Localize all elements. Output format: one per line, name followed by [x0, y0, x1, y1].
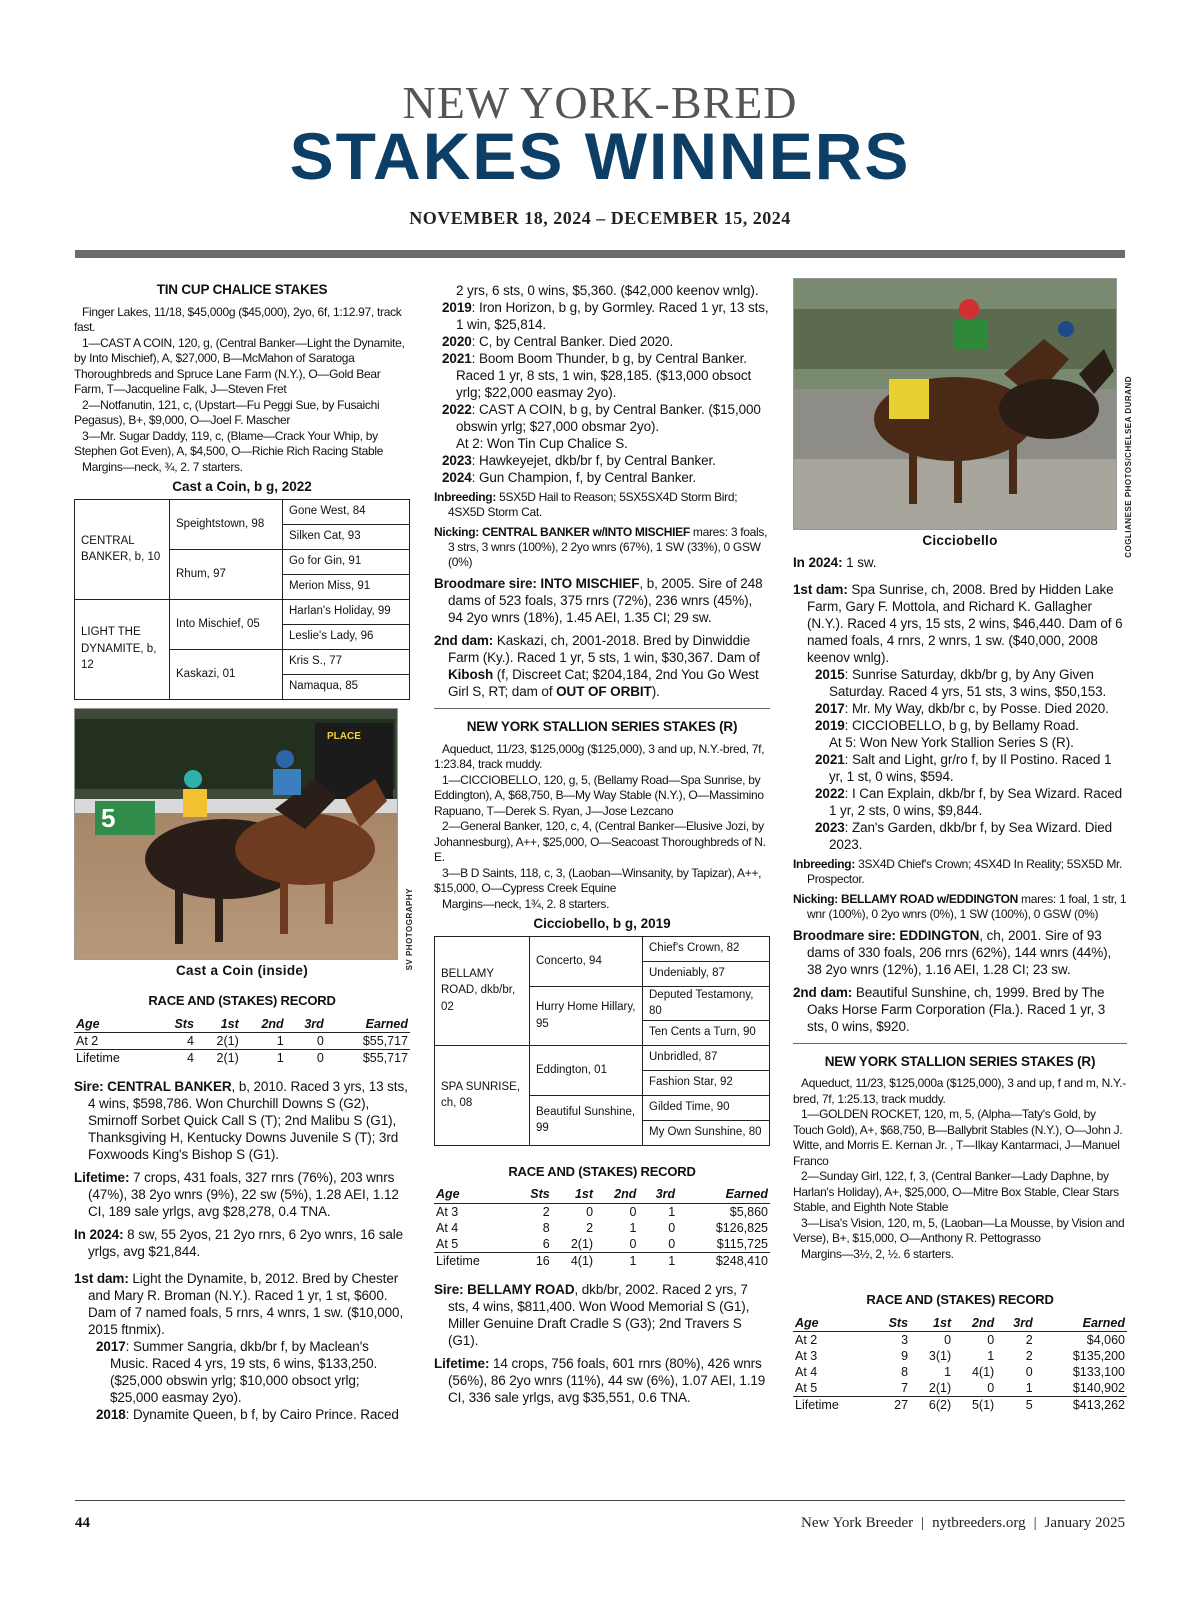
inbreeding-paragraph: [793, 857, 1127, 887]
record-cell: 0: [629, 1204, 637, 1219]
pedigree-gen3: Gone West, 84: [283, 499, 410, 524]
second-dam-kibosh: Kibosh: [448, 667, 494, 682]
foal-year: 2018: [96, 1407, 126, 1422]
foal-text: : Gun Champion, f, by Central Banker.: [471, 470, 697, 485]
foal-entry: [434, 452, 770, 469]
sire-label: Sire: CENTRAL BANKER: [74, 1079, 232, 1094]
record-cell: At 2: [795, 1333, 818, 1347]
record-cell: 1: [241, 1050, 286, 1067]
race-first-place: 1—CICCIOBELLO, 120, g, 5, (Bellamy Road—Spa Sunrise, by Eddington), A, $68,750, B—My Way Stable (N.Y.), O—Massimino Rapuano, T—Derek S. Ryan, J—Jose Lezcano: [434, 772, 764, 818]
record-cell: 6: [542, 1236, 550, 1251]
record-cell: 2(1): [196, 1050, 241, 1067]
foal-year: 2019: [815, 717, 845, 733]
foal-year: 2019: [442, 300, 472, 315]
record-col-header: Sts: [513, 1186, 552, 1203]
race-photo-image: [75, 709, 397, 959]
record-cell: $55,717: [362, 1034, 408, 1048]
photo-credit: SV PHOTOGRAPHY: [405, 887, 414, 970]
record-cell: 0: [586, 1204, 594, 1219]
sire-text: , dkb/br, 2002. Raced 2 yrs, 7 sts, 4 wins, $811,400. Won Wood Memorial S (G1), Miller Genuine Draft Cradle S (G3); 2nd Travers S (G1).: [448, 1281, 750, 1348]
foal-text: : Sunrise Saturday, dkb/br g, by Any Given Saturday. Raced 4 yrs, 51 sts, 3 wins, $50,153.: [829, 666, 1107, 699]
at-2-note: At 2: Won Tin Cup Chalice S.: [456, 436, 628, 451]
tote-board-label: PLACE: [327, 730, 361, 742]
record-cell: 3: [901, 1333, 909, 1347]
in-2024-label: In 2024:: [74, 1227, 124, 1242]
record-cell: 0: [668, 1236, 676, 1251]
record-cell: 0: [316, 1034, 324, 1048]
record-cell: 2: [586, 1220, 594, 1235]
record-cell: 9: [901, 1349, 909, 1363]
record-col-header: 3rd: [638, 1186, 677, 1203]
broodmare-sire-text: , ch, 2001. Sire of 93 dams of 330 foals, 206 rnrs (62%), 144 wnrs (44%), 38 2yo wnrs (12%), 1.16 AEI, 1.28 CI; 23 sw.: [807, 927, 1112, 977]
race-first-place: 1—GOLDEN ROCKET, 120, m, 5, (Alpha—Taty's Gold, by Touch Gold), A+, $68,750, B—Ballybrit Stables (N.Y.), O—John J. Witte, and Morris E. Kernan Jr. , T—Ilkay Kantarmaci, J—Manuel Franco: [793, 1107, 1123, 1168]
lifetime-label: Lifetime:: [74, 1170, 130, 1185]
inbreeding-paragraph: [434, 490, 770, 520]
first-dam-paragraph: [74, 1270, 410, 1338]
foal-year: 2015: [815, 666, 845, 682]
sire-paragraph: [74, 1078, 410, 1163]
record-col-header: Sts: [156, 1016, 196, 1033]
pedigree-gen3: Kris S., 77: [283, 649, 410, 674]
race-margins: Margins—neck, ¾, 2. 7 starters.: [82, 459, 243, 474]
sire-paragraph: [434, 1281, 770, 1349]
foal-entry: [434, 299, 770, 333]
race-second-place: 2—General Banker, 120, c, 4, (Central Banker—Elusive Jozi, by Johannesburg), A++, $25,000, O—Seacoast Thoroughbreds of N. E.: [434, 819, 766, 864]
section-divider: [434, 708, 770, 709]
second-dam-label: 2nd dam:: [434, 633, 494, 648]
header-divider: [75, 250, 1125, 258]
second-dam-paragraph: [434, 632, 770, 700]
record-cell: 4(1): [971, 1365, 995, 1379]
record-cell: 2(1): [216, 1034, 239, 1048]
record-cell: 0: [668, 1220, 676, 1235]
foal-year: 2017: [96, 1339, 126, 1354]
foal-entry: [74, 1406, 410, 1423]
record-cell: 1: [944, 1365, 952, 1379]
broodmare-sire-paragraph: [434, 575, 770, 626]
pedigree-sire-sire: Concerto, 94: [530, 936, 643, 986]
pedigree-gen3: Silken Cat, 93: [283, 524, 410, 549]
record-col-header: Age: [793, 1315, 872, 1332]
record-col-header: Age: [434, 1186, 513, 1203]
foal-text: : I Can Explain, dkb/br f, by Sea Wizard. Raced 1 yr, 2 sts, 0 wins, $9,844.: [829, 785, 1123, 818]
race-summary: [434, 742, 770, 913]
pedigree-sire: CENTRAL BANKER, b, 10: [75, 499, 170, 599]
table-row: [434, 1236, 770, 1253]
inbreeding-text: 3SX4D Chief's Crown; 4SX4D In Reality; 5SX5D Mr. Prospector.: [807, 856, 1123, 886]
record-cell: 2: [1025, 1349, 1033, 1363]
race-second-place: 2—Sunday Girl, 122, f, 3, (Central Banker—Lady Daphne, by Harlan's Holiday), A+, $25,000, O—Mitre Box Stable, Clear Stars Stable, and Eighth Note Stable: [793, 1169, 1119, 1214]
pedigree-dam-dam: Kaskazi, 01: [170, 649, 283, 699]
pedigree-dam-dam: Beautiful Sunshine, 99: [530, 1095, 643, 1145]
foal-entry: [793, 717, 1127, 734]
nicking-text: mares: 1 foal, 1 str, 1 wnr (100%), 0 2yo wnrs (0%), 1 SW (100%), 0 GSW (0%): [807, 891, 1127, 921]
pedigree-table: [434, 936, 770, 1146]
pedigree-gen3: Undeniably, 87: [643, 961, 770, 986]
table-row: [74, 1033, 410, 1050]
foal-text: : CAST A COIN, b g, by Central Banker. ($15,000 obswin yrlg; $27,000 obsmar 2yo).: [456, 402, 761, 434]
record-cell: 7: [901, 1381, 909, 1395]
lifetime-text: 7 crops, 431 foals, 327 rnrs (76%), 203 wnrs (47%), 38 2yo wnrs (9%), 22 sw (5%), 1.28 AEI, 1.12 CI, 189 sale yrlgs, avg $28,278, 0.4 TNA.: [88, 1170, 399, 1219]
record-col-header: 3rd: [286, 1016, 326, 1033]
record-cell: At 4: [436, 1220, 459, 1235]
pedigree-dam-sire: Into Mischief, 05: [170, 599, 283, 649]
race-second-place: 2—Notfanutin, 121, c, (Upstart—Fu Peggi Sue, by Fusaichi Pegasus), B+, $9,000, O—Joel F. Mascher: [74, 397, 380, 427]
foal-year: 2022: [442, 402, 472, 417]
in-2024-label: In 2024:: [793, 554, 843, 570]
record-cell: $5,860: [729, 1204, 768, 1219]
table-row: [434, 1203, 770, 1220]
photo-caption: Cicciobello: [922, 533, 998, 548]
nicking-label: Nicking: BELLAMY ROAD w/EDDINGTON: [793, 891, 1019, 906]
pedigree-title: Cicciobello, b g, 2019: [533, 916, 671, 931]
broodmare-sire-text: , b, 2005. Sire of 248 dams of 523 foals, 375 rnrs (72%), 236 wnrs (45%), 94 2yo wnrs (18%), 1.45 AEI, 1.35 CI; 29 sw.: [448, 576, 763, 625]
sire-text: , b, 2010. Raced 3 yrs, 13 sts, 4 wins, $598,786. Won Churchill Downs S (G2), Smirnoff Sorbet Quick Call S (T); 2nd Malibu S (G1), Thanksgiving H, Kentucky Downs Juvenile S (T); 3rd Foxwoods King's Bishop S (G1).: [88, 1079, 408, 1162]
broodmare-sire-paragraph: [793, 927, 1127, 978]
record-col-header: Earned: [1035, 1315, 1127, 1332]
foal-entry: [434, 469, 770, 486]
second-dam-label: 2nd dam:: [793, 984, 853, 1000]
record-cell: 0: [629, 1236, 637, 1251]
record-cell: At 5: [436, 1236, 459, 1251]
table-row: [793, 1397, 1127, 1414]
foal-year: 2023: [815, 819, 845, 835]
foal-text: : Iron Horizon, b g, by Gormley. Raced 1 yr, 13 sts, 1 win, $25,814.: [456, 300, 769, 332]
record-heading: RACE AND (STAKES) RECORD: [148, 993, 336, 1008]
record-cell: 1: [595, 1252, 638, 1269]
record-cell: 0: [987, 1381, 995, 1395]
lifetime-text: 14 crops, 756 foals, 601 rnrs (80%), 426 wnrs (56%), 86 2yo wnrs (11%), 44 sw (6%), 1.07 AEI, 1.19 CI, 336 sale yrlgs, avg $35,551, 0.6 TNA.: [448, 1355, 766, 1405]
section-heading-nyss-1: NEW YORK STALLION SERIES STAKES (R): [466, 719, 738, 734]
in-2024-text: 1 sw.: [842, 554, 877, 570]
pedigree-dam: SPA SUNRISE, ch, 08: [435, 1045, 530, 1145]
record-cell: 5(1): [953, 1397, 996, 1414]
pedigree-table: [74, 499, 410, 700]
foal-year: 2020: [442, 334, 472, 349]
race-summary: [74, 305, 410, 476]
first-dam-label: 1st dam:: [793, 581, 848, 597]
record-cell: Lifetime: [793, 1397, 872, 1414]
pedigree-gen3: Deputed Testamony, 80: [643, 986, 770, 1020]
pedigree-sire-sire: Speightstown, 98: [170, 499, 283, 549]
record-cell: 1: [629, 1220, 637, 1235]
broodmare-sire-label: Broodmare sire: EDDINGTON: [793, 927, 980, 943]
race-conditions: Finger Lakes, 11/18, $45,000g ($45,000), 2yo, 6f, 1:12.97, track fast.: [74, 304, 402, 334]
record-cell: $126,825: [715, 1220, 768, 1235]
broodmare-sire-label: Broodmare sire: INTO MISCHIEF: [434, 576, 640, 591]
second-dam-text-2: (f, Discreet Cat; $204,184, 2nd You Go West Girl S, RT; dam of: [448, 667, 759, 699]
lifetime-paragraph: [434, 1355, 770, 1406]
column-1: [74, 282, 414, 1423]
inbreeding-text: 5SX5D Hail to Reason; 5SX5SX4D Storm Bird; 4SX5D Storm Cat.: [448, 490, 738, 519]
race-photo-cicciobello: [793, 278, 1117, 530]
foal-text: : CICCIOBELLO, b g, by Bellamy Road.: [844, 717, 1079, 733]
record-cell: 1: [668, 1204, 676, 1219]
record-cell: $248,410: [677, 1252, 770, 1269]
record-cell: $133,100: [1072, 1365, 1125, 1379]
in-2024-paragraph: [74, 1226, 410, 1260]
foal-entry: [793, 819, 1127, 853]
pedigree-gen3: Unbridled, 87: [643, 1045, 770, 1070]
record-cell: Lifetime: [74, 1050, 156, 1067]
record-cell: 16: [513, 1252, 552, 1269]
footer-publication: New York Breeder | nytbreeders.org | January 2025: [801, 1515, 1125, 1531]
pedigree-title: Cast a Coin, b g, 2022: [172, 479, 312, 494]
second-dam-text: Beautiful Sunshine, ch, 1999. Bred by The Oaks Horse Farm Corporation (Fla.). Raced 1 yr, 3 sts, 0 wins, $920.: [807, 984, 1106, 1034]
foal-text: : Boom Boom Thunder, b g, by Central Banker. Raced 1 yr, 8 sts, 1 win, $28,185. ($13,000 obsoct yrlg; $22,000 easmay 2yo).: [456, 351, 752, 400]
foal-text: : Salt and Light, gr/ro f, by Il Postino. Raced 1 yr, 1 st, 0 wins, $594.: [829, 751, 1112, 784]
pedigree-gen3: Merion Miss, 91: [283, 574, 410, 599]
section-heading-tin-cup: TIN CUP CHALICE STAKES: [156, 282, 328, 297]
header-title: STAKES WINNERS: [289, 119, 911, 193]
first-dam-paragraph: [793, 581, 1127, 666]
record-cell: At 3: [795, 1349, 818, 1363]
record-col-header: Earned: [677, 1186, 770, 1203]
foal-entry: [793, 785, 1127, 819]
column-3: [793, 278, 1133, 1413]
lifetime-paragraph: [74, 1169, 410, 1220]
record-cell: 6(2): [910, 1397, 953, 1414]
record-col-header: 2nd: [241, 1016, 286, 1033]
record-cell: 0: [286, 1050, 326, 1067]
section-divider: [793, 1043, 1127, 1044]
footer-divider: [75, 1500, 1125, 1501]
second-dam-paragraph: [793, 984, 1127, 1035]
table-row: [793, 1380, 1127, 1397]
record-cell: 2(1): [928, 1381, 952, 1395]
record-col-header: Sts: [872, 1315, 911, 1332]
column-2: [434, 282, 770, 1412]
foal-year: 2021: [442, 351, 472, 366]
race-third-place: 3—B D Saints, 118, c, 3, (Laoban—Winsanity, by Tapizar), A++, $15,000, O—Cypress Creek Equine: [434, 865, 762, 895]
record-col-header: 1st: [196, 1016, 241, 1033]
in-2024-paragraph: [793, 554, 1127, 571]
record-cell: $135,200: [1072, 1349, 1125, 1363]
nicking-paragraph: [434, 525, 770, 570]
race-record-table: [434, 1186, 770, 1269]
pedigree-gen3: Chief's Crown, 82: [643, 936, 770, 961]
table-row: [793, 1332, 1127, 1349]
record-cell: 1: [276, 1034, 284, 1048]
nicking-text: mares: 3 foals, 3 strs, 3 wnrs (100%), 2 2yo wnrs (67%), 1 SW (33%), 0 GSW (0%): [448, 525, 768, 569]
footer-publication-name: New York Breeder: [801, 1515, 914, 1531]
first-dam-text: Spa Sunrise, ch, 2008. Bred by Hidden Lake Farm, Gary F. Mottola, and Richard K. Gallagher (N.Y.). Raced 4 yrs, 15 sts, 2 wins, $46,440. Dam of 6 named foals, 4 rnrs, 2 wnrs, 1 sw. ($40,000, 2008 keenov wnlg).: [807, 581, 1123, 665]
photo-credit: COGLIANESE PHOTOS/CHELSEA DURAND: [1124, 376, 1133, 558]
inbreeding-label: Inbreeding:: [434, 490, 497, 504]
race-conditions: Aqueduct, 11/23, $125,000g ($125,000), 3 and up, N.Y.-bred, 7f, 1:23.84, track muddy.: [434, 741, 765, 771]
race-record-table: [793, 1315, 1127, 1414]
in-2024-text: 8 sw, 55 2yos, 21 2yo rnrs, 6 2yo wnrs, 16 sale yrlgs, avg $21,844.: [88, 1227, 404, 1259]
race-third-place: 3—Lisa's Vision, 120, m, 5, (Laoban—La Mousse, by Vision and Verse), B+, $15,000, O—Anthony R. Pettograsso: [793, 1215, 1125, 1245]
foal-text: : Mr. My Way, dkb/br c, by Posse. Died 2020.: [844, 700, 1109, 716]
foal-year: 2022: [815, 785, 845, 801]
second-dam-text: Kaskazi, ch, 2001-2018. Bred by Dinwiddie Farm (Ky.). Raced 1 yr, 5 sts, 1 win, $30,367. Dam of: [448, 633, 760, 665]
page-number: 44: [75, 1515, 90, 1531]
inbreeding-label: Inbreeding:: [793, 856, 856, 871]
photo-caption: Cast a Coin (inside): [175, 962, 308, 978]
record-cell: 3(1): [928, 1349, 952, 1363]
pedigree-sire-dam: Rhum, 97: [170, 549, 283, 599]
race-margins: Margins—neck, 1¾, 2. 8 starters.: [442, 896, 610, 911]
foal-entry: [434, 333, 770, 350]
record-cell: 0: [944, 1333, 952, 1347]
nicking-label: Nicking: CENTRAL BANKER w/INTO MISCHIEF: [434, 525, 690, 539]
foal-entry: [434, 350, 770, 401]
nicking-paragraph: [793, 892, 1127, 922]
header-kicker: NEW YORK-BRED: [402, 77, 798, 128]
foal-text: : Hawkeyejet, dkb/br f, by Central Banker.: [471, 453, 716, 468]
foal-entry: [74, 1338, 410, 1406]
race-margins: Margins—3½, 2, ½. 6 starters.: [801, 1246, 954, 1261]
pedigree-dam-sire: Eddington, 01: [530, 1045, 643, 1095]
lifetime-label: Lifetime:: [434, 1355, 490, 1371]
race-record-table: [74, 1016, 410, 1067]
foal-text: : Summer Sangria, dkb/br f, by Maclean's Music. Raced 4 yrs, 19 sts, 6 wins, $133,250. ($25,000 obswin yrlg; $10,000 obsoct yrlg; $25,000 easmay 2yo).: [110, 1339, 378, 1405]
record-heading: RACE AND (STAKES) RECORD: [866, 1292, 1054, 1307]
table-row: [793, 1364, 1127, 1380]
record-cell: $55,717: [326, 1050, 410, 1067]
pedigree-sire: BELLAMY ROAD, dkb/br, 02: [435, 936, 530, 1045]
record-col-header: 1st: [910, 1315, 953, 1332]
record-col-header: Earned: [326, 1016, 410, 1033]
at-5-note: At 5: Won New York Stallion Series S (R).: [829, 734, 1074, 750]
record-cell: At 3: [436, 1204, 459, 1219]
record-cell: 1: [638, 1252, 677, 1269]
race-third-place: 3—Mr. Sugar Daddy, 119, c, (Blame—Crack Your Whip, by Stephen Got Even), A, $4,500, O—Richie Rich Racing Stable: [74, 428, 384, 458]
record-cell: $140,902: [1072, 1381, 1125, 1395]
section-heading-nyss-2: NEW YORK STALLION SERIES STAKES (R): [824, 1053, 1096, 1069]
footer-site-link[interactable]: nytbreeders.org: [932, 1515, 1026, 1531]
race-photo-cast-a-coin: [74, 708, 398, 960]
pedigree-gen3: Fashion Star, 92: [643, 1070, 770, 1095]
pedigree-gen3: Harlan's Holiday, 99: [283, 599, 410, 624]
record-cell: 4: [186, 1034, 194, 1048]
second-dam-orbit: OUT OF ORBIT: [556, 684, 652, 699]
second-dam-text-3: ).: [651, 684, 660, 699]
pedigree-sire-dam: Hurry Home Hillary, 95: [530, 986, 643, 1045]
record-cell: Lifetime: [434, 1252, 513, 1269]
race-first-place: 1—CAST A COIN, 120, g, (Central Banker—Light the Dynamite, by Into Mischief), A, $27,000, B—McMahon of Saratoga Thoroughbreds and Spruce Lane Farm (N.Y.), O—Gold Bear Farm, T—Jacqueline Falk, J—Steven Fret: [74, 335, 405, 396]
record-cell: 2: [542, 1204, 550, 1219]
record-cell: 0: [987, 1333, 995, 1347]
foal-entry: [793, 666, 1127, 700]
record-cell: $115,725: [716, 1236, 768, 1251]
record-cell: 1: [1025, 1381, 1033, 1395]
record-cell: 2(1): [570, 1236, 594, 1251]
record-col-header: 2nd: [595, 1186, 638, 1203]
record-cell: $4,060: [1086, 1333, 1125, 1347]
sire-label: Sire: BELLAMY ROAD: [434, 1281, 575, 1297]
pedigree-gen3: Leslie's Lady, 96: [283, 624, 410, 649]
foal-text: : Zan's Garden, dkb/br f, by Sea Wizard. Died 2023.: [829, 819, 1113, 852]
record-cell: 0: [1025, 1365, 1033, 1379]
foal-entry: [434, 401, 770, 435]
record-cell: 1: [987, 1349, 995, 1363]
table-row: [793, 1348, 1127, 1364]
foal-text: : Dynamite Queen, b f, by Cairo Prince. Raced: [125, 1407, 399, 1422]
foal-year: 2024: [442, 470, 472, 485]
record-cell: 8: [542, 1220, 550, 1235]
foal-continuation: 2 yrs, 6 sts, 0 wins, $5,360. ($42,000 keenov wnlg).: [456, 283, 759, 298]
record-col-header: 2nd: [953, 1315, 996, 1332]
record-cell: 8: [901, 1365, 909, 1379]
race-conditions: Aqueduct, 11/23, $125,000a ($125,000), 3 and up, f and m, N.Y.-bred, 7f, 1:25.13, track muddy.: [793, 1076, 1126, 1106]
pedigree-gen3: Namaqua, 85: [283, 674, 410, 699]
pedigree-gen3: Gilded Time, 90: [643, 1095, 770, 1120]
svg-text:5: 5: [101, 802, 116, 833]
footer-issue: January 2025: [1044, 1515, 1125, 1531]
foal-text: : C, by Central Banker. Died 2020.: [471, 334, 674, 349]
record-cell: 2: [1025, 1333, 1033, 1347]
record-heading: RACE AND (STAKES) RECORD: [508, 1163, 696, 1179]
pedigree-gen3: Go for Gin, 91: [283, 549, 410, 574]
sire-section: [74, 1078, 410, 1423]
pedigree-dam: LIGHT THE DYNAMITE, b, 12: [75, 599, 170, 699]
record-cell: 4: [156, 1050, 196, 1067]
foal-entry: [793, 700, 1127, 717]
header-dates: NOVEMBER 18, 2024 – DECEMBER 15, 2024: [409, 208, 791, 228]
race-summary: [793, 1076, 1127, 1262]
foal-year: 2021: [815, 751, 845, 767]
first-dam-text: Light the Dynamite, b, 2012. Bred by Chester and Mary R. Broman (N.Y.). Raced 1 yr, 1 st, $600. Dam of 7 named foals, 5 rnrs, 4 wnrs, 1 sw. ($10,000, 2015 ftnmix).: [88, 1271, 404, 1337]
record-cell: $413,262: [1035, 1397, 1127, 1414]
record-cell: At 4: [795, 1365, 818, 1379]
record-cell: 5: [996, 1397, 1035, 1414]
record-cell: At 5: [795, 1381, 818, 1395]
first-dam-label: 1st dam:: [74, 1271, 129, 1286]
record-cell: At 2: [76, 1034, 99, 1048]
pedigree-gen3: Ten Cents a Turn, 90: [643, 1020, 770, 1045]
table-row: [434, 1252, 770, 1269]
record-cell: 4(1): [552, 1252, 595, 1269]
foal-year: 2023: [442, 453, 472, 468]
pedigree-gen3: My Own Sunshine, 80: [643, 1120, 770, 1145]
record-cell: 27: [872, 1397, 911, 1414]
record-col-header: 3rd: [996, 1315, 1035, 1332]
foal-year: 2017: [815, 700, 845, 716]
race-photo-image: [794, 279, 1116, 529]
table-row: [74, 1050, 410, 1067]
record-col-header: 1st: [552, 1186, 595, 1203]
foal-entry: [793, 751, 1127, 785]
table-row: [434, 1220, 770, 1236]
record-col-header: Age: [74, 1016, 156, 1033]
